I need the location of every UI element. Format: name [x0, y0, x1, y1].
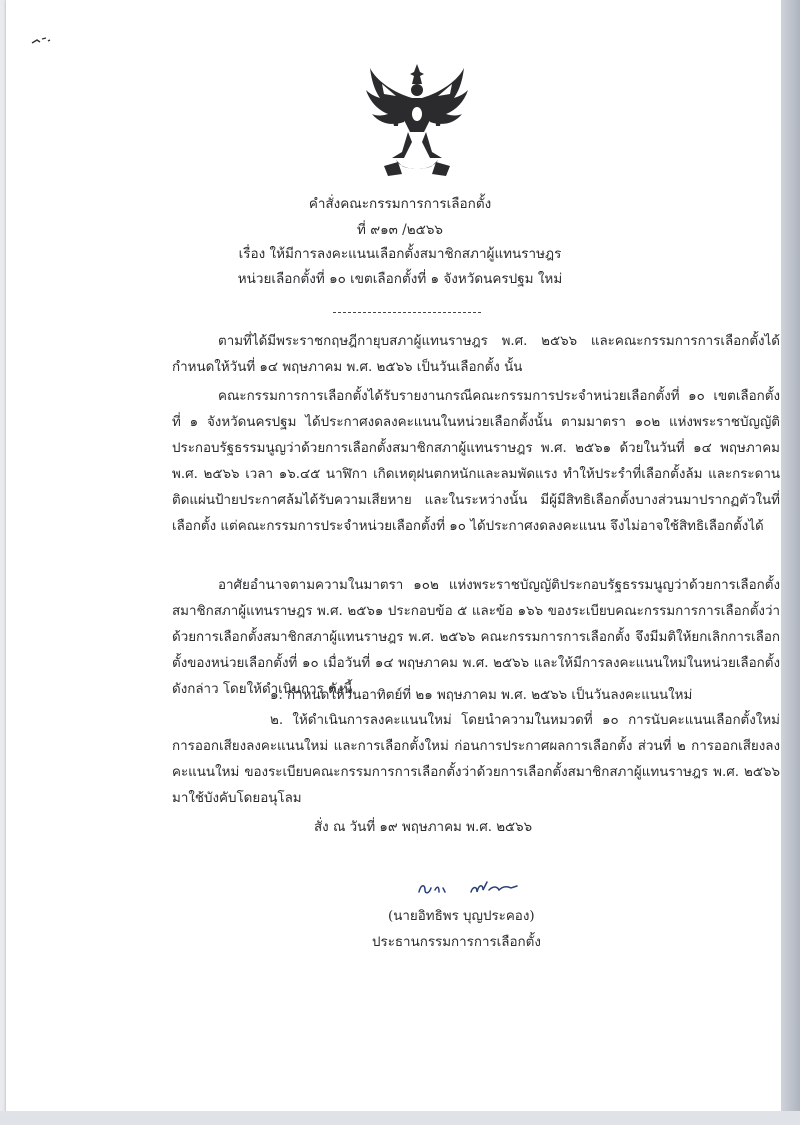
page-bottom-edge	[0, 1111, 800, 1125]
signer-title: ประธานกรรมการการเลือกตั้ง	[372, 935, 541, 950]
garuda-emblem	[362, 62, 472, 180]
page-edge-shadow	[781, 0, 800, 1125]
paragraph-resolution: อาศัยอำนาจตามความในมาตรา ๑๐๒ แห่งพระราชบัญญัติประกอบรัฐธรรมนูญว่าด้วยการเลือกตั้งสมาชิกสภาผู้แทนราษฎร พ.ศ. ๒๕๖๑ ประกอบข้อ ๕ และข้อ ๑๖๖ ของระเบียบคณะกรรมการการเลือกตั้งว่าด้วยการเลือกตั้งสมาชิกสภาผู้แทนราษฎร พ.ศ. ๒๕๖๖ คณะกรรมการการเลือกตั้ง จึงมีมติให้ยกเลิกการเลือกตั้งของหน่วยเลือกตั้งที่ ๑๐ เมื่อวันที่ ๑๔ พฤษภาคม พ.ศ. ๒๕๖๖ และให้มีการลงคะแนนใหม่ในหน่วยเลือกตั้งดังกล่าว โดยให้ดำเนินการ ดังนี้	[172, 578, 780, 697]
signature-mark	[413, 874, 533, 902]
signer-name: (นายอิทธิพร บุญประคอง)	[388, 909, 535, 924]
order-title: คำสั่งคณะกรรมการการเลือกตั้ง	[308, 196, 492, 212]
given-date: สั่ง ณ วันที่ ๑๙ พฤษภาคม พ.ศ. ๒๕๖๖	[314, 820, 533, 835]
subject-line-continued: หน่วยเลือกตั้งที่ ๑๐ เขตเลือกตั้งที่ ๑ จังหวัดนครปฐม ใหม่	[237, 271, 563, 287]
ink-speck-mark	[30, 35, 52, 47]
order-item-1: ๑. กำหนดให้วันอาทิตย์ที่ ๒๑ พฤษภาคม พ.ศ. ๒๕๖๖ เป็นวันลงคะแนนใหม่	[270, 688, 693, 703]
paragraph-background: ตามที่ได้มีพระราชกฤษฎีกายุบสภาผู้แทนราษฎร พ.ศ. ๒๕๖๖ และคณะกรรมการการเลือกตั้งได้กำหนดให้วันที่ ๑๔ พฤษภาคม พ.ศ. ๒๕๖๖ เป็นวันเลือกตั้ง นั้น	[172, 334, 780, 375]
order-item-2: ๒. ให้ดำเนินการลงคะแนนใหม่ โดยนำความในหมวดที่ ๑๐ การนับคะแนนเลือกตั้งใหม่ การออกเสียงลงคะแนนใหม่ และการเลือกตั้งใหม่ ก่อนการประกาศผลการเลือกตั้ง ส่วนที่ ๒ การออกเสียงลงคะแนนใหม่ ของระเบียบคณะกรรมการการเลือกตั้งว่าด้วยการเลือกตั้งสมาชิกสภาผู้แทนราษฎร พ.ศ. ๒๕๖๖ มาใช้บังคับโดยอนุโลม	[172, 713, 780, 806]
paragraph-incident-report: คณะกรรมการการเลือกตั้งได้รับรายงานกรณีคณะกรรมการประจำหน่วยเลือกตั้งที่ ๑๐ เขตเลือกตั้งที่ ๑ จังหวัดนครปฐม ได้ประกาศงดลงคะแนนในหน่วยเลือกตั้งนั้น ตามมาตรา ๑๐๒ แห่งพระราชบัญญัติประกอบรัฐธรรมนูญว่าด้วยการเลือกตั้งสมาชิกสภาผู้แทนราษฎร พ.ศ. ๒๕๖๑ ด้วยในวันที่ ๑๔ พฤษภาคม พ.ศ. ๒๕๖๖ เวลา ๑๖.๔๕ นาฬิกา เกิดเหตุฝนตกหนักและลมพัดแรง ทำให้ประรำที่เลือกตั้งล้ม และกระดานติดแผ่นป้ายประกาศล้มได้รับความเสียหาย และในระหว่างนั้น มีผู้มีสิทธิเลือกตั้งบางส่วนมาปรากฏตัวในที่เลือกตั้ง แต่คณะกรรมการประจำหน่วยเลือกตั้งที่ ๑๐ ได้ประกาศงดลงคะแนน จึงไม่อาจใช้สิทธิเลือกตั้งได้	[172, 389, 780, 534]
order-number: ที่ ๙๑๓ /๒๕๖๖	[357, 222, 443, 238]
subject-line: เรื่อง ให้มีการลงคะแนนเลือกตั้งสมาชิกสภาผู้แทนราษฎร	[238, 246, 562, 262]
header-divider	[333, 312, 481, 313]
